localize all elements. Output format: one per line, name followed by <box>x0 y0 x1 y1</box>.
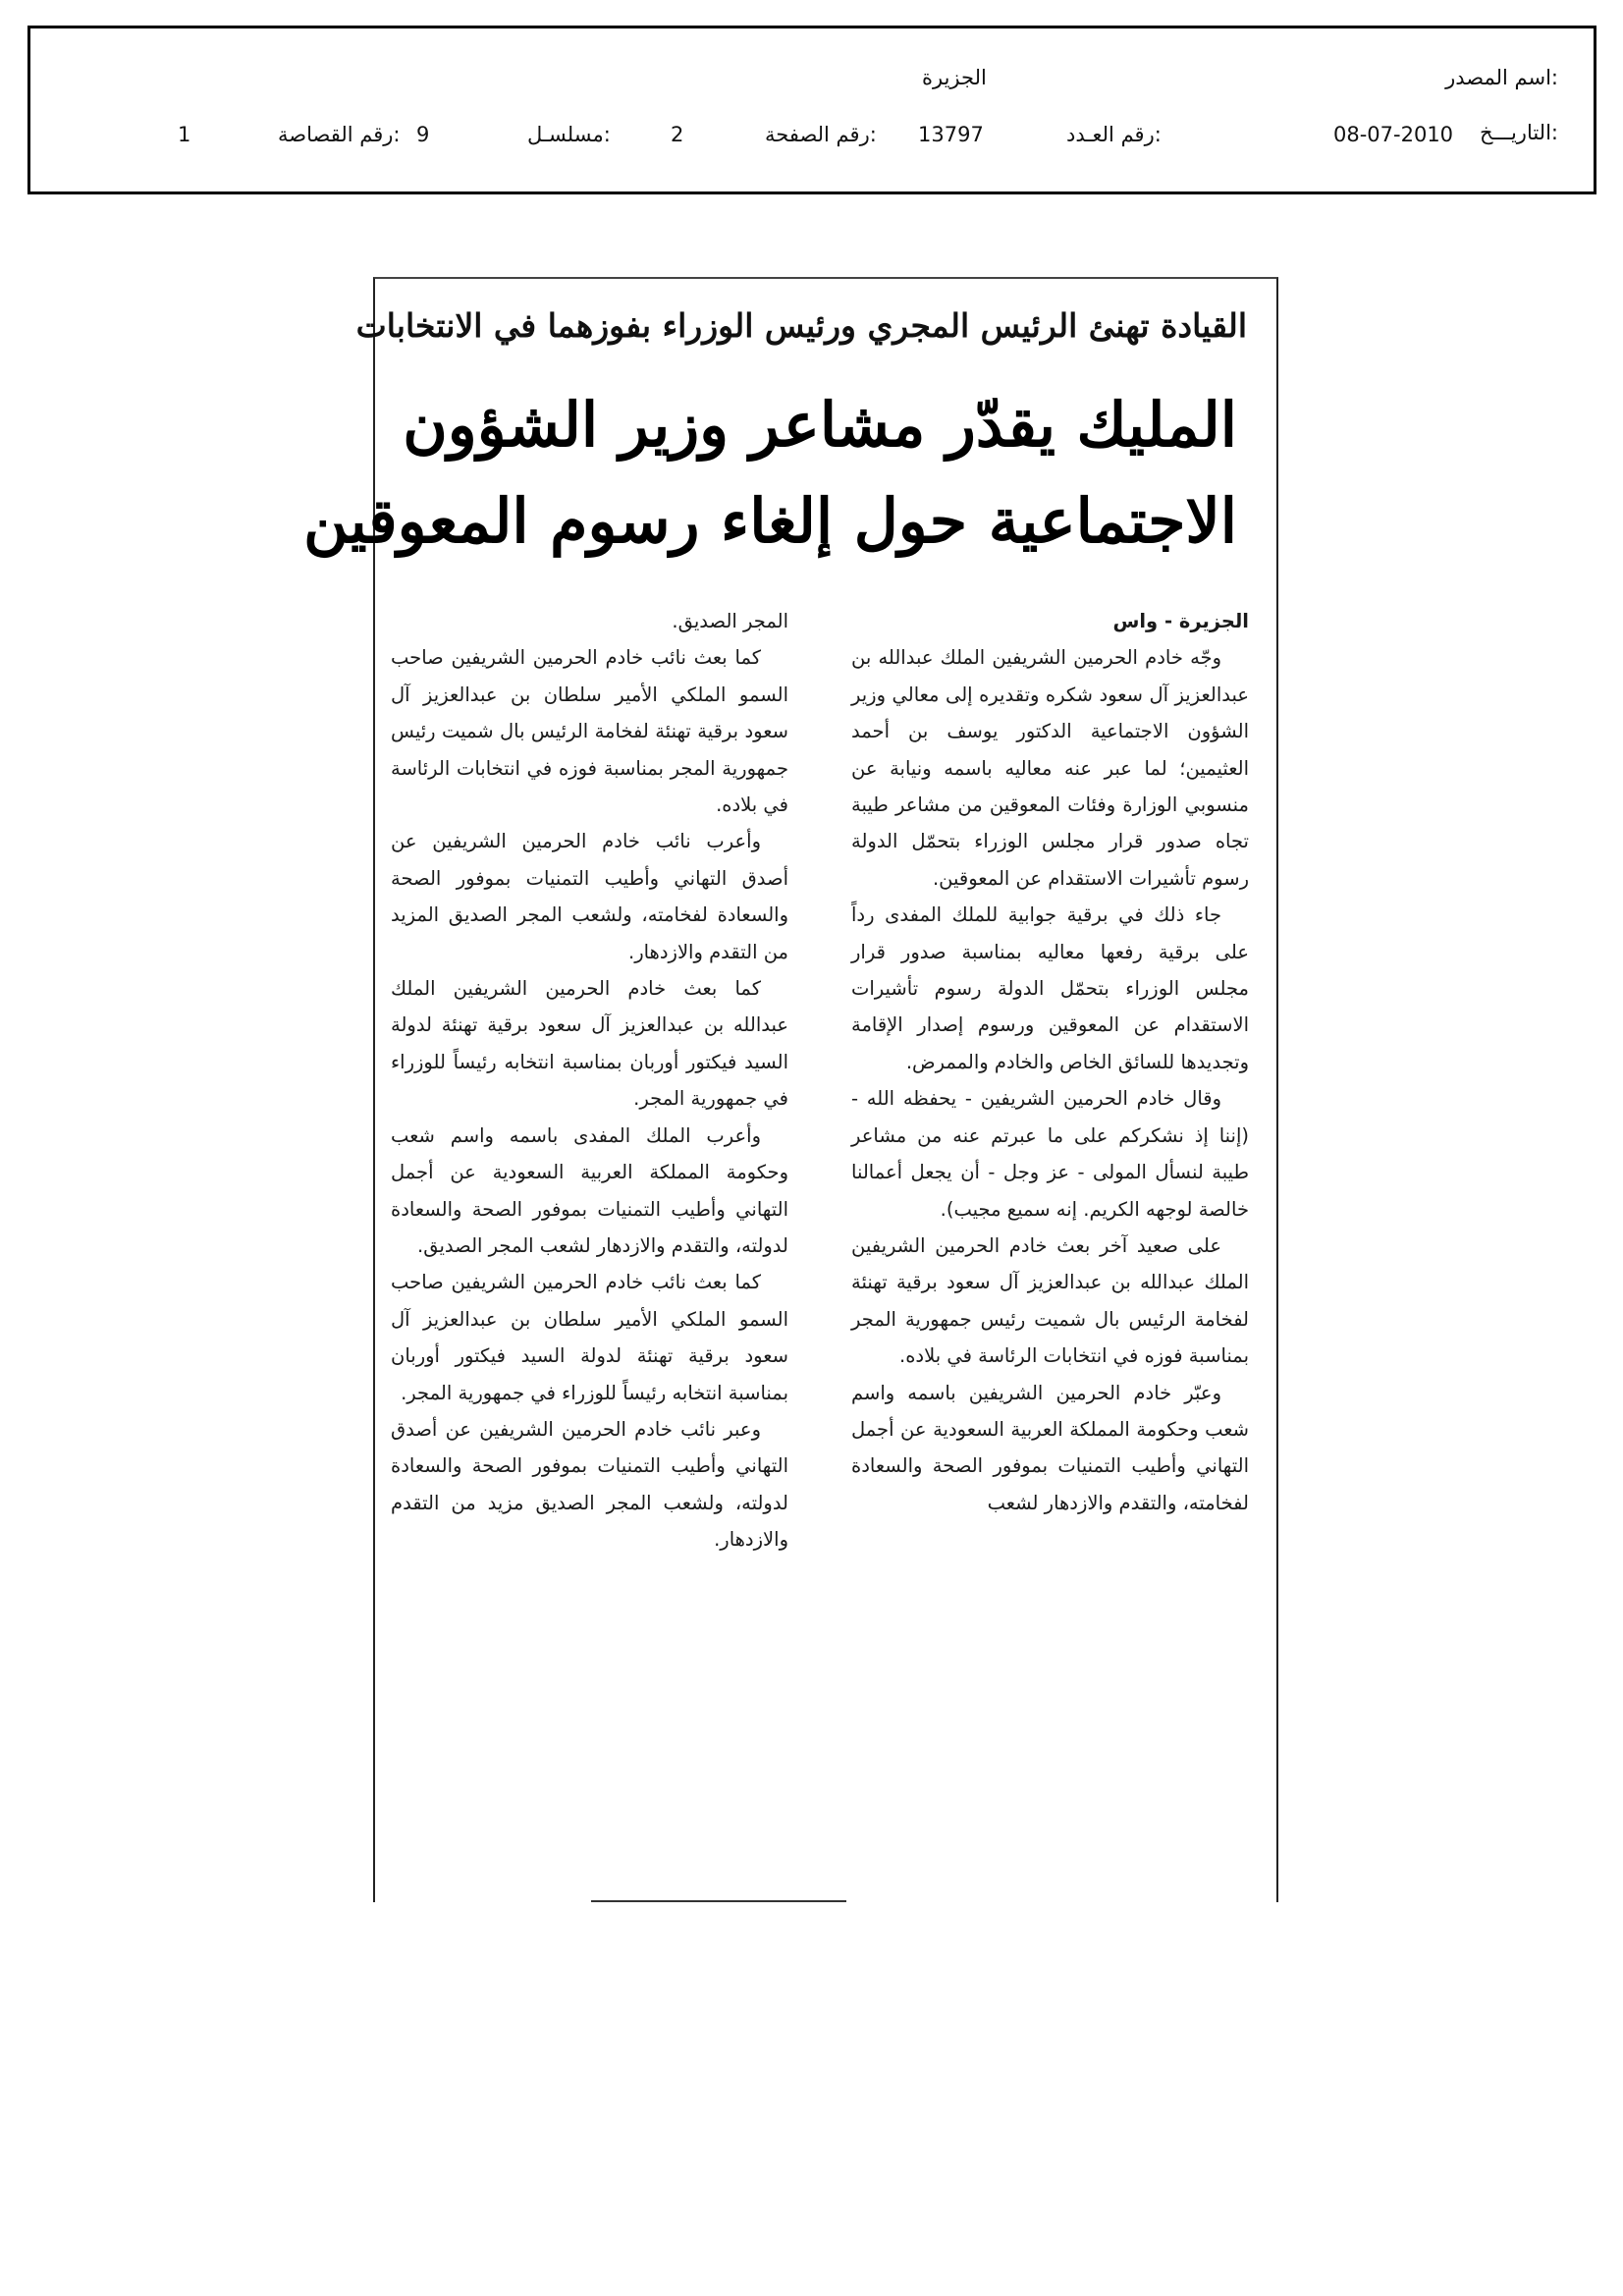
newspaper-clipping <box>303 277 1278 1902</box>
article-paragraph: على صعيد آخر بعث خادم الحرمين الشريفين الملك عبدالله بن عبدالعزيز آل سعود برقية تهنئة لفخامة الرئيس بال شميت رئيس جمهورية المجر بمناسبة فوزه في انتخابات الرئاسة في بلاده. <box>851 1233 1249 1368</box>
article-paragraph: وأعرب نائب خادم الحرمين الشريفين عن أصدق التهاني وأطيب التمنيات بموفور الصحة والسعادة لفخامته، ولشعب المجر الصديق المزيد من التقدم والازدهار. <box>391 830 788 963</box>
date-value: 08-07-2010 <box>1333 123 1454 146</box>
article-column-left <box>391 603 788 1558</box>
issue-number-label: رقم العـدد: <box>1066 123 1162 146</box>
article-byline: الجزيرة - واس <box>1112 610 1249 632</box>
issue-number-value: 13797 <box>918 123 984 146</box>
article-paragraph: وعبر نائب خادم الحرمين الشريفين عن أصدق التهاني وأطيب التمنيات بموفور الصحة والسعادة لدولته، ولشعب المجر الصديق مزيد من التقدم والازدهار. <box>391 1417 788 1552</box>
page-number-value: 2 <box>671 123 684 146</box>
article-headline-line-1: المليك يقدّر مشاعر وزير الشؤون <box>403 389 1237 461</box>
source-value: الجزيرة <box>922 66 987 89</box>
article-paragraph: كما بعث نائب خادم الحرمين الشريفين صاحب السمو الملكي الأمير سلطان بن عبدالعزيز آل سعود برقية تهنئة لفخامة الرئيس بال شميت رئيس جمهورية المجر بمناسبة فوزه في انتخابات الرئاسة في بلاده. <box>391 646 788 817</box>
article-headline-line-2: الاجتماعية حول إلغاء رسوم المعوقين <box>303 485 1237 557</box>
article-paragraph-continuation: المجر الصديق. <box>672 610 788 632</box>
article-paragraph: وعبّر خادم الحرمين الشريفين باسمه واسم شعب وحكومة المملكة العربية السعودية عن أجمل التهاني وأطيب التمنيات بموفور الصحة والسعادة لفخامته، والتقدم والازدهار لشعب <box>851 1381 1249 1514</box>
date-label: التاريـــخ: <box>1479 121 1558 144</box>
source-label: اسم المصدر: <box>1445 66 1558 89</box>
article-paragraph: كما بعث خادم الحرمين الشريفين الملك عبدالله بن عبدالعزيز آل سعود برقية تهنئة لدولة السيد فيكتور أوربان بمناسبة انتخابه رئيساً للوزراء في جمهورية المجر. <box>391 977 788 1111</box>
serial-label: مسلسـل: <box>527 123 611 146</box>
article-kicker: القيادة تهنئ الرئيس المجري ورئيس الوزراء بفوزهما في الانتخابات <box>355 306 1247 345</box>
article-paragraph: كما بعث نائب خادم الحرمين الشريفين صاحب السمو الملكي الأمير سلطان بن عبدالعزيز آل سعود برقية تهنئة لدولة السيد فيكتور أوربان بمناسبة انتخابه رئيساً للوزراء في جمهورية المجر. <box>391 1271 788 1404</box>
clip-number-value: 1 <box>178 123 191 146</box>
clipping-metadata-box <box>27 26 1596 194</box>
serial-value: 9 <box>416 123 430 146</box>
article-paragraph: وقال خادم الحرمين الشريفين - يحفظه الله - (إننا إذ نشكركم على ما عبرتم عنه من مشاعر طيبة لنسأل المولى - عز وجل - أن يجعل أعمالنا خالصة لوجهه الكريم. إنه سميع مجيب). <box>851 1087 1249 1221</box>
article-column-right <box>851 603 1249 1521</box>
clip-number-label: رقم القصاصة: <box>278 123 401 146</box>
article-paragraph: جاء ذلك في برقية جوابية للملك المفدى رداً على برقية رفعها معاليه بمناسبة صدور قرار مجلس الوزراء بتحمّل الدولة رسوم تأشيرات الاستقدام عن المعوقين ورسوم إصدار الإقامة وتجديدها للسائق الخاص والخادم والممرض. <box>851 903 1249 1073</box>
bottom-divider <box>591 1900 846 1902</box>
article-paragraph: وأعرب الملك المفدى باسمه واسم شعب وحكومة المملكة العربية السعودية عن أجمل التهاني وأطيب التمنيات بموفور الصحة والسعادة لدولته، والتقدم والازدهار لشعب المجر الصديق. <box>391 1123 788 1257</box>
article-paragraph: وجّه خادم الحرمين الشريفين الملك عبدالله بن عبدالعزيز آل سعود شكره وتقديره إلى معالي وزير الشؤون الاجتماعية الدكتور يوسف بن أحمد العثيمين؛ لما عبر عنه معاليه باسمه ونيابة عن منسوبي الوزارة وفئات المعوقين من مشاعر طيبة تجاه صدور قرار مجلس الوزراء بتحمّل الدولة رسوم تأشيرات الاستقدام عن المعوقين. <box>851 646 1249 890</box>
page-number-label: رقم الصفحة: <box>765 123 877 146</box>
